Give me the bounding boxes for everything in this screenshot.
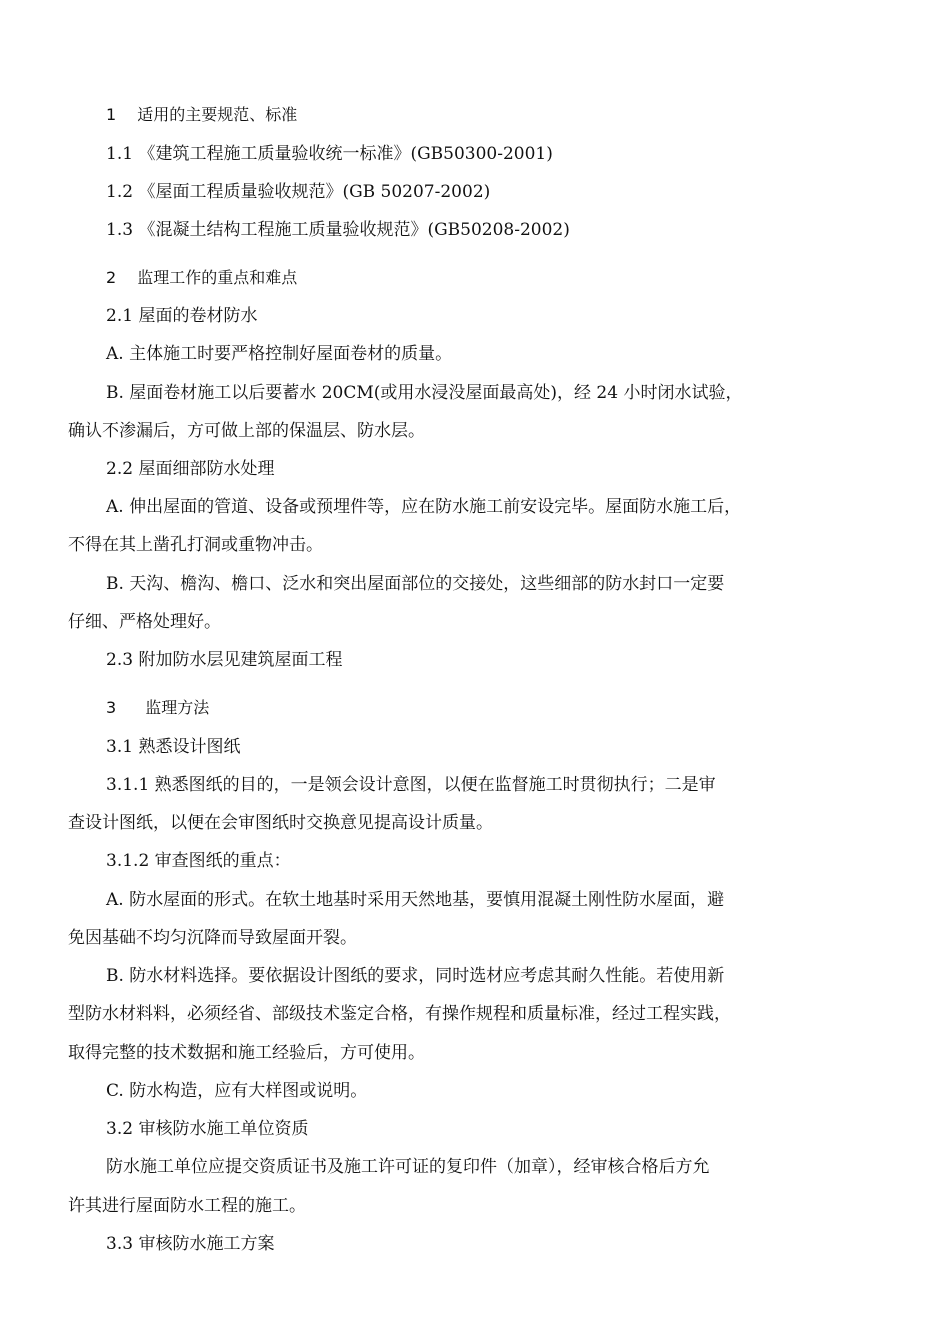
paragraph-3-2-line1: 防水施工单位应提交资质证书及施工许可证的复印件（加章），经审核合格后方允 [106,1157,710,1177]
paragraph-2-1-b-line1: B. 屋面卷材施工以后要蓄水 20CM(或用水浸没屋面最高处)，经 24 小时闭水试验， [106,383,743,403]
paragraph-2-2-b-line1: B. 天沟、檐沟、檐口、泛水和突出屋面部位的交接处，这些细部的防水封口一定要 [106,574,725,594]
standard-item-3: 1.3 《混凝土结构工程施工质量验收规范》(GB50208-2002) [106,220,570,240]
paragraph-3-a-line2: 免因基础不均匀沉降而导致屋面开裂。 [68,928,357,948]
subsection-3-3: 3.3 审核防水施工方案 [106,1234,275,1254]
paragraph-2-2-a-line2: 不得在其上凿孔打洞或重物冲击。 [68,535,323,555]
paragraph-3-2-line2: 许其进行屋面防水工程的施工。 [68,1196,306,1216]
paragraph-3-b-line3: 取得完整的技术数据和施工经验后，方可使用。 [68,1043,425,1063]
section-1-title: 适用的主要规范、标准 [137,105,298,124]
paragraph-3-b-line2: 型防水材料料，必须经省、部级技术鉴定合格，有操作规程和质量标准，经过工程实践， [68,1004,731,1024]
paragraph-2-2-a-line1: A. 伸出屋面的管道、设备或预埋件等，应在防水施工前安设完毕。屋面防水施工后， [106,497,742,517]
paragraph-2-2-b-line2: 仔细、严格处理好。 [68,612,221,632]
subsection-2-3: 2.3 附加防水层见建筑屋面工程 [106,650,343,670]
paragraph-3-1-1-line2: 查设计图纸，以便在会审图纸时交换意见提高设计质量。 [68,813,493,833]
section-1-heading [106,103,297,127]
subsection-2-1: 2.1 屋面的卷材防水 [106,306,258,326]
section-3-title: 监理方法 [145,698,210,717]
standard-item-2: 1.2 《屋面工程质量验收规范》(GB 50207-2002) [106,182,491,202]
section-1-number: 1 [106,105,117,124]
paragraph-3-c: C. 防水构造，应有大样图或说明。 [106,1081,368,1101]
section-3-number: 3 [106,698,117,717]
subsection-3-2: 3.2 审核防水施工单位资质 [106,1119,309,1139]
paragraph-3-a-line1: A. 防水屋面的形式。在软土地基时采用天然地基，要慎用混凝土刚性防水屋面，避 [106,890,725,910]
paragraph-3-1-1-line1: 3.1.1 熟悉图纸的目的，一是领会设计意图，以便在监督施工时贯彻执行；二是审 [106,775,716,795]
subsection-2-2: 2.2 屋面细部防水处理 [106,459,275,479]
standard-item-1: 1.1 《建筑工程施工质量验收统一标准》(GB50300-2001) [106,144,553,164]
section-3-heading [106,696,209,720]
paragraph-2-1-b-line2: 确认不渗漏后，方可做上部的保温层、防水层。 [68,421,425,441]
paragraph-3-1-2: 3.1.2 审查图纸的重点： [106,851,291,871]
section-2-number: 2 [106,268,117,287]
paragraph-2-1-a: A. 主体施工时要严格控制好屋面卷材的质量。 [106,344,453,364]
section-2-heading [106,266,297,290]
subsection-3-1: 3.1 熟悉设计图纸 [106,737,241,757]
paragraph-3-b-line1: B. 防水材料选择。要依据设计图纸的要求，同时选材应考虑其耐久性能。若使用新 [106,966,725,986]
section-2-title: 监理工作的重点和难点 [137,268,298,287]
